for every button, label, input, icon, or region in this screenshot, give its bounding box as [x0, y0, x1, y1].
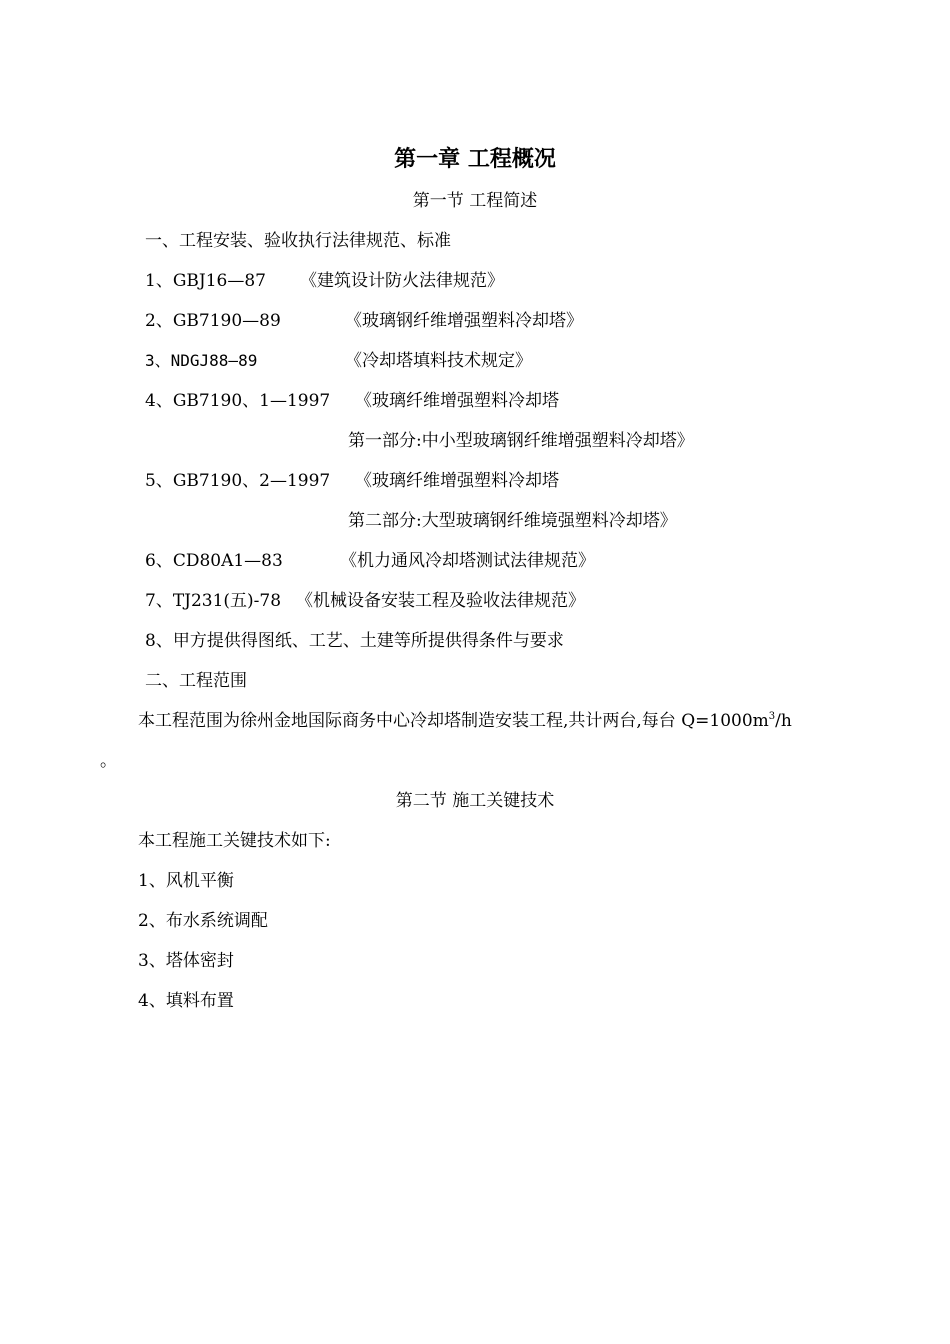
standard-name-5-cont: 第二部分:大型玻璃钢纤维境强塑料冷却塔》	[348, 511, 677, 531]
key-tech-item-1: 1、风机平衡	[138, 871, 234, 891]
standard-code-5: 5、GB7190、2—1997	[145, 471, 331, 491]
standard-name-3: 《冷却塔填料技术规定》	[345, 351, 532, 371]
section2-title: 第二节 施工关键技术	[395, 791, 555, 811]
section1-title: 第一节 工程简述	[412, 191, 538, 211]
scope-unit: /h	[775, 711, 792, 731]
standard-code-7: 7、TJ231(五)-78	[145, 591, 282, 611]
key-tech-item-4: 4、填料布置	[138, 991, 234, 1011]
key-tech-item-3: 3、塔体密封	[138, 951, 234, 971]
standard-code-1: 1、GBJ16—87	[145, 271, 266, 291]
standard-item-8: 8、甲方提供得图纸、工艺、土建等所提供得条件与要求	[145, 631, 564, 651]
standard-code-6: 6、CD80A1—83	[145, 551, 283, 571]
standard-name-7: 《机械设备安装工程及验收法律规范》	[296, 591, 585, 611]
standard-code-4: 4、GB7190、1—1997	[145, 391, 331, 411]
scope-text: 本工程范围为徐州金地国际商务中心冷却塔制造安装工程,共计两台,每台 Q=1000m	[138, 711, 769, 731]
scope-heading: 二、工程范围	[145, 671, 247, 691]
scope-superscript: 3	[768, 711, 776, 722]
chapter-title: 第一章 工程概况	[394, 146, 556, 172]
scope-period: 。	[100, 751, 117, 771]
key-tech-intro: 本工程施工关键技术如下:	[138, 831, 331, 851]
standard-name-1: 《建筑设计防火法律规范》	[300, 271, 504, 291]
standard-code-2: 2、GB7190—89	[145, 311, 281, 331]
scope-paragraph	[138, 710, 792, 732]
standard-name-6: 《机力通风冷却塔测试法律规范》	[340, 551, 595, 571]
standard-name-4: 《玻璃纤维增强塑料冷却塔	[355, 391, 559, 411]
standards-heading: 一、工程安装、验收执行法律规范、标准	[145, 231, 451, 251]
standard-name-2: 《玻璃钢纤维增强塑料冷却塔》	[345, 311, 583, 331]
standard-name-4-cont: 第一部分:中小型玻璃钢纤维增强塑料冷却塔》	[348, 431, 694, 451]
key-tech-item-2: 2、布水系统调配	[138, 911, 268, 931]
standard-name-5: 《玻璃纤维增强塑料冷却塔	[355, 471, 559, 491]
standard-code-3: 3、NDGJ88—89	[145, 351, 258, 370]
